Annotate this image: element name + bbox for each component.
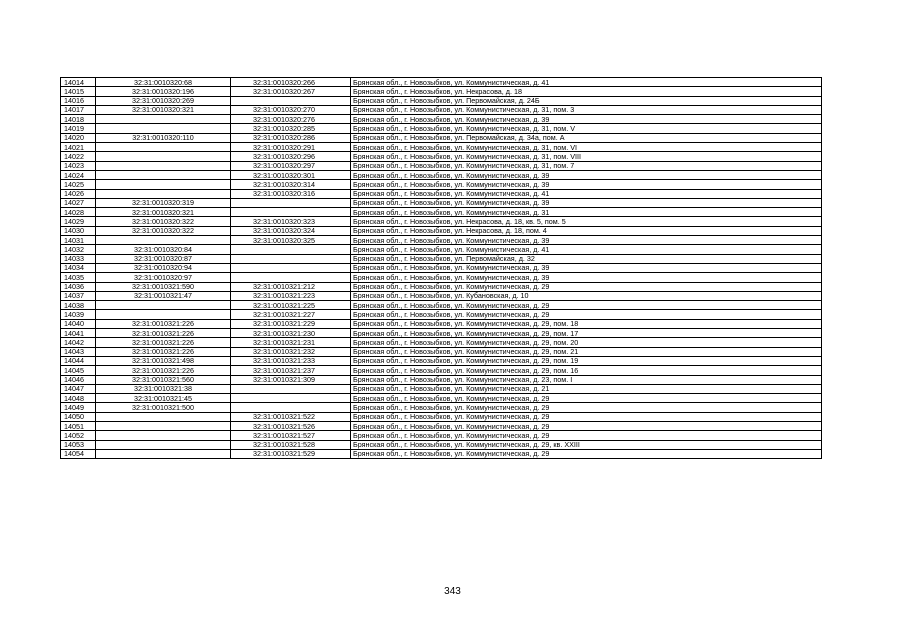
address-cell: Брянская обл., г. Новозыбков, ул. Коммунистическая, д. 31	[351, 208, 822, 217]
cadastral-number-cell: 32:31:0010321:226	[96, 347, 231, 356]
table-row	[61, 310, 822, 319]
cadastral-number-cell	[96, 143, 231, 152]
address-cell: Брянская обл., г. Новозыбков, ул. Коммунистическая, д. 29, пом. 17	[351, 329, 822, 338]
linked-cadastral-number-cell: 32:31:0010321:229	[231, 319, 351, 328]
cadastral-number-cell: 32:31:0010320:84	[96, 245, 231, 254]
address-cell: Брянская обл., г. Новозыбков, ул. Коммунистическая, д. 29	[351, 282, 822, 291]
address-cell: Брянская обл., г. Новозыбков, ул. Некрасова, д. 18, кв. 5, пом. 5	[351, 217, 822, 226]
linked-cadastral-number-cell: 32:31:0010320:286	[231, 133, 351, 142]
linked-cadastral-number-cell: 32:31:0010321:227	[231, 310, 351, 319]
linked-cadastral-number-cell: 32:31:0010320:316	[231, 189, 351, 198]
table-row	[61, 263, 822, 272]
address-cell: Брянская обл., г. Новозыбков, ул. Коммунистическая, д. 29	[351, 412, 822, 421]
table-row	[61, 347, 822, 356]
linked-cadastral-number-cell: 32:31:0010320:314	[231, 180, 351, 189]
record-number-cell: 14044	[61, 356, 96, 365]
table-row	[61, 449, 822, 458]
linked-cadastral-number-cell: 32:31:0010320:270	[231, 105, 351, 114]
cadastral-number-cell: 32:31:0010320:196	[96, 87, 231, 96]
registry-table-body	[61, 78, 822, 459]
linked-cadastral-number-cell: 32:31:0010321:522	[231, 412, 351, 421]
address-cell: Брянская обл., г. Новозыбков, ул. Коммунистическая, д. 39	[351, 198, 822, 207]
record-number-cell: 14035	[61, 273, 96, 282]
address-cell: Брянская обл., г. Новозыбков, ул. Некрасова, д. 18, пом. 4	[351, 226, 822, 235]
table-row	[61, 198, 822, 207]
address-cell: Брянская обл., г. Новозыбков, ул. Коммунистическая, д. 39	[351, 236, 822, 245]
address-cell: Брянская обл., г. Новозыбков, ул. Коммунистическая, д. 29	[351, 301, 822, 310]
cadastral-number-cell: 32:31:0010320:110	[96, 133, 231, 142]
linked-cadastral-number-cell: 32:31:0010320:266	[231, 78, 351, 87]
linked-cadastral-number-cell: 32:31:0010321:529	[231, 449, 351, 458]
linked-cadastral-number-cell: 32:31:0010320:297	[231, 161, 351, 170]
cadastral-number-cell: 32:31:0010321:45	[96, 394, 231, 403]
record-number-cell: 14034	[61, 263, 96, 272]
table-row	[61, 245, 822, 254]
record-number-cell: 14019	[61, 124, 96, 133]
record-number-cell: 14038	[61, 301, 96, 310]
cadastral-number-cell: 32:31:0010320:68	[96, 78, 231, 87]
cadastral-number-cell: 32:31:0010321:498	[96, 356, 231, 365]
address-cell: Брянская обл., г. Новозыбков, ул. Первомайская, д. 24Б	[351, 96, 822, 105]
address-cell: Брянская обл., г. Новозыбков, ул. Коммунистическая, д. 31, пом. VI	[351, 143, 822, 152]
table-row	[61, 319, 822, 328]
table-row	[61, 115, 822, 124]
linked-cadastral-number-cell: 32:31:0010321:526	[231, 421, 351, 430]
table-row	[61, 356, 822, 365]
address-cell: Брянская обл., г. Новозыбков, ул. Коммунистическая, д. 31, пом. 3	[351, 105, 822, 114]
cadastral-number-cell: 32:31:0010321:38	[96, 384, 231, 393]
linked-cadastral-number-cell: 32:31:0010320:324	[231, 226, 351, 235]
linked-cadastral-number-cell: 32:31:0010321:230	[231, 329, 351, 338]
address-cell: Брянская обл., г. Новозыбков, ул. Коммунистическая, д. 41	[351, 78, 822, 87]
table-row	[61, 189, 822, 198]
address-cell: Брянская обл., г. Новозыбков, ул. Коммунистическая, д. 29, пом. 19	[351, 356, 822, 365]
table-row	[61, 180, 822, 189]
cadastral-number-cell	[96, 412, 231, 421]
linked-cadastral-number-cell	[231, 254, 351, 263]
record-number-cell: 14051	[61, 421, 96, 430]
address-cell: Брянская обл., г. Новозыбков, ул. Коммунистическая, д. 29	[351, 310, 822, 319]
address-cell: Брянская обл., г. Новозыбков, ул. Коммунистическая, д. 21	[351, 384, 822, 393]
table-row	[61, 431, 822, 440]
record-number-cell: 14042	[61, 338, 96, 347]
table-row	[61, 217, 822, 226]
address-cell: Брянская обл., г. Новозыбков, ул. Коммунистическая, д. 41	[351, 245, 822, 254]
record-number-cell: 14029	[61, 217, 96, 226]
address-cell: Брянская обл., г. Новозыбков, ул. Первомайская, д. 32	[351, 254, 822, 263]
record-number-cell: 14015	[61, 87, 96, 96]
record-number-cell: 14018	[61, 115, 96, 124]
linked-cadastral-number-cell	[231, 273, 351, 282]
table-row	[61, 161, 822, 170]
table-row	[61, 208, 822, 217]
linked-cadastral-number-cell: 32:31:0010320:325	[231, 236, 351, 245]
linked-cadastral-number-cell	[231, 263, 351, 272]
address-cell: Брянская обл., г. Новозыбков, ул. Коммунистическая, д. 29	[351, 403, 822, 412]
cadastral-number-cell	[96, 421, 231, 430]
table-row	[61, 282, 822, 291]
address-cell: Брянская обл., г. Новозыбков, ул. Первомайская, д. 34а, пом. А	[351, 133, 822, 142]
record-number-cell: 14040	[61, 319, 96, 328]
cadastral-number-cell: 32:31:0010321:226	[96, 338, 231, 347]
address-cell: Брянская обл., г. Новозыбков, ул. Коммунистическая, д. 29, пом. 18	[351, 319, 822, 328]
address-cell: Брянская обл., г. Новозыбков, ул. Коммунистическая, д. 39	[351, 180, 822, 189]
record-number-cell: 14017	[61, 105, 96, 114]
record-number-cell: 14049	[61, 403, 96, 412]
address-cell: Брянская обл., г. Новозыбков, ул. Коммунистическая, д. 31, пом. VIII	[351, 152, 822, 161]
cadastral-number-cell: 32:31:0010320:322	[96, 217, 231, 226]
record-number-cell: 14037	[61, 291, 96, 300]
table-row	[61, 403, 822, 412]
table-row	[61, 394, 822, 403]
record-number-cell: 14052	[61, 431, 96, 440]
linked-cadastral-number-cell: 32:31:0010321:233	[231, 356, 351, 365]
table-row	[61, 421, 822, 430]
cadastral-number-cell: 32:31:0010321:226	[96, 366, 231, 375]
table-row	[61, 366, 822, 375]
page-number: 343	[444, 586, 461, 597]
table-row	[61, 273, 822, 282]
cadastral-number-cell: 32:31:0010320:97	[96, 273, 231, 282]
linked-cadastral-number-cell: 32:31:0010320:285	[231, 124, 351, 133]
linked-cadastral-number-cell: 32:31:0010321:232	[231, 347, 351, 356]
address-cell: Брянская обл., г. Новозыбков, ул. Коммунистическая, д. 31, пом. 7	[351, 161, 822, 170]
address-cell: Брянская обл., г. Новозыбков, ул. Коммунистическая, д. 29, пом. 16	[351, 366, 822, 375]
table-row	[61, 440, 822, 449]
record-number-cell: 14048	[61, 394, 96, 403]
linked-cadastral-number-cell	[231, 96, 351, 105]
record-number-cell: 14026	[61, 189, 96, 198]
linked-cadastral-number-cell: 32:31:0010320:267	[231, 87, 351, 96]
cadastral-number-cell: 32:31:0010321:560	[96, 375, 231, 384]
address-cell: Брянская обл., г. Новозыбков, ул. Коммунистическая, д. 39	[351, 170, 822, 179]
record-number-cell: 14021	[61, 143, 96, 152]
cadastral-number-cell	[96, 180, 231, 189]
table-row	[61, 329, 822, 338]
address-cell: Брянская обл., г. Новозыбков, ул. Коммунистическая, д. 41	[351, 189, 822, 198]
cadastral-number-cell	[96, 440, 231, 449]
record-number-cell: 14030	[61, 226, 96, 235]
table-row	[61, 170, 822, 179]
cadastral-number-cell: 32:31:0010320:87	[96, 254, 231, 263]
record-number-cell: 14039	[61, 310, 96, 319]
address-cell: Брянская обл., г. Новозыбков, ул. Коммунистическая, д. 23, пом. I	[351, 375, 822, 384]
linked-cadastral-number-cell: 32:31:0010320:323	[231, 217, 351, 226]
cadastral-number-cell: 32:31:0010321:500	[96, 403, 231, 412]
cadastral-number-cell	[96, 124, 231, 133]
record-number-cell: 14046	[61, 375, 96, 384]
address-cell: Брянская обл., г. Новозыбков, ул. Коммунистическая, д. 29, пом. 20	[351, 338, 822, 347]
linked-cadastral-number-cell: 32:31:0010320:301	[231, 170, 351, 179]
cadastral-number-cell	[96, 301, 231, 310]
table-row	[61, 301, 822, 310]
record-number-cell: 14024	[61, 170, 96, 179]
table-row	[61, 133, 822, 142]
cadastral-number-cell	[96, 189, 231, 198]
record-number-cell: 14025	[61, 180, 96, 189]
registry-table	[60, 77, 822, 459]
table-row	[61, 384, 822, 393]
linked-cadastral-number-cell	[231, 245, 351, 254]
record-number-cell: 14031	[61, 236, 96, 245]
table-row	[61, 105, 822, 114]
record-number-cell: 14032	[61, 245, 96, 254]
table-row	[61, 226, 822, 235]
record-number-cell: 14043	[61, 347, 96, 356]
record-number-cell: 14054	[61, 449, 96, 458]
record-number-cell: 14027	[61, 198, 96, 207]
table-row	[61, 375, 822, 384]
cadastral-number-cell	[96, 170, 231, 179]
record-number-cell: 14023	[61, 161, 96, 170]
address-cell: Брянская обл., г. Новозыбков, ул. Коммунистическая, д. 29	[351, 449, 822, 458]
table-row	[61, 236, 822, 245]
cadastral-number-cell: 32:31:0010321:226	[96, 329, 231, 338]
address-cell: Брянская обл., г. Новозыбков, ул. Коммунистическая, д. 29, пом. 21	[351, 347, 822, 356]
record-number-cell: 14016	[61, 96, 96, 105]
linked-cadastral-number-cell: 32:31:0010320:276	[231, 115, 351, 124]
linked-cadastral-number-cell	[231, 394, 351, 403]
linked-cadastral-number-cell: 32:31:0010321:231	[231, 338, 351, 347]
table-row	[61, 338, 822, 347]
linked-cadastral-number-cell: 32:31:0010321:223	[231, 291, 351, 300]
linked-cadastral-number-cell: 32:31:0010320:296	[231, 152, 351, 161]
table-row	[61, 87, 822, 96]
record-number-cell: 14036	[61, 282, 96, 291]
record-number-cell: 14041	[61, 329, 96, 338]
record-number-cell: 14045	[61, 366, 96, 375]
address-cell: Брянская обл., г. Новозыбков, ул. Некрасова, д. 18	[351, 87, 822, 96]
cadastral-number-cell	[96, 310, 231, 319]
table-row	[61, 124, 822, 133]
linked-cadastral-number-cell	[231, 208, 351, 217]
address-cell: Брянская обл., г. Новозыбков, ул. Коммунистическая, д. 31, пом. V	[351, 124, 822, 133]
cadastral-number-cell: 32:31:0010320:319	[96, 198, 231, 207]
record-number-cell: 14022	[61, 152, 96, 161]
table-row	[61, 143, 822, 152]
cadastral-number-cell	[96, 236, 231, 245]
linked-cadastral-number-cell	[231, 403, 351, 412]
table-row	[61, 254, 822, 263]
table-row	[61, 412, 822, 421]
cadastral-number-cell	[96, 431, 231, 440]
cadastral-number-cell	[96, 152, 231, 161]
cadastral-number-cell: 32:31:0010320:269	[96, 96, 231, 105]
record-number-cell: 14047	[61, 384, 96, 393]
record-number-cell: 14020	[61, 133, 96, 142]
address-cell: Брянская обл., г. Новозыбков, ул. Коммунистическая, д. 39	[351, 273, 822, 282]
cadastral-number-cell	[96, 449, 231, 458]
linked-cadastral-number-cell: 32:31:0010321:212	[231, 282, 351, 291]
cadastral-number-cell: 32:31:0010320:321	[96, 208, 231, 217]
cadastral-number-cell: 32:31:0010321:47	[96, 291, 231, 300]
address-cell: Брянская обл., г. Новозыбков, ул. Коммунистическая, д. 39	[351, 263, 822, 272]
record-number-cell: 14050	[61, 412, 96, 421]
linked-cadastral-number-cell	[231, 384, 351, 393]
linked-cadastral-number-cell	[231, 198, 351, 207]
address-cell: Брянская обл., г. Новозыбков, ул. Коммунистическая, д. 29	[351, 394, 822, 403]
address-cell: Брянская обл., г. Новозыбков, ул. Коммунистическая, д. 29, кв. XXIII	[351, 440, 822, 449]
table-row	[61, 96, 822, 105]
record-number-cell: 14053	[61, 440, 96, 449]
cadastral-number-cell: 32:31:0010320:321	[96, 105, 231, 114]
cadastral-number-cell: 32:31:0010320:322	[96, 226, 231, 235]
linked-cadastral-number-cell: 32:31:0010321:237	[231, 366, 351, 375]
linked-cadastral-number-cell: 32:31:0010320:291	[231, 143, 351, 152]
table-row	[61, 291, 822, 300]
record-number-cell: 14033	[61, 254, 96, 263]
address-cell: Брянская обл., г. Новозыбков, ул. Коммунистическая, д. 29	[351, 421, 822, 430]
cadastral-number-cell: 32:31:0010321:590	[96, 282, 231, 291]
address-cell: Брянская обл., г. Новозыбков, ул. Коммунистическая, д. 29	[351, 431, 822, 440]
address-cell: Брянская обл., г. Новозыбков, ул. Коммунистическая, д. 39	[351, 115, 822, 124]
linked-cadastral-number-cell: 32:31:0010321:309	[231, 375, 351, 384]
linked-cadastral-number-cell: 32:31:0010321:225	[231, 301, 351, 310]
record-number-cell: 14014	[61, 78, 96, 87]
record-number-cell: 14028	[61, 208, 96, 217]
cadastral-number-cell	[96, 161, 231, 170]
cadastral-number-cell	[96, 115, 231, 124]
cadastral-number-cell: 32:31:0010320:94	[96, 263, 231, 272]
table-row	[61, 152, 822, 161]
table-row	[61, 78, 822, 87]
address-cell: Брянская обл., г. Новозыбков, ул. Кубановская, д. 10	[351, 291, 822, 300]
linked-cadastral-number-cell: 32:31:0010321:527	[231, 431, 351, 440]
linked-cadastral-number-cell: 32:31:0010321:528	[231, 440, 351, 449]
cadastral-number-cell: 32:31:0010321:226	[96, 319, 231, 328]
